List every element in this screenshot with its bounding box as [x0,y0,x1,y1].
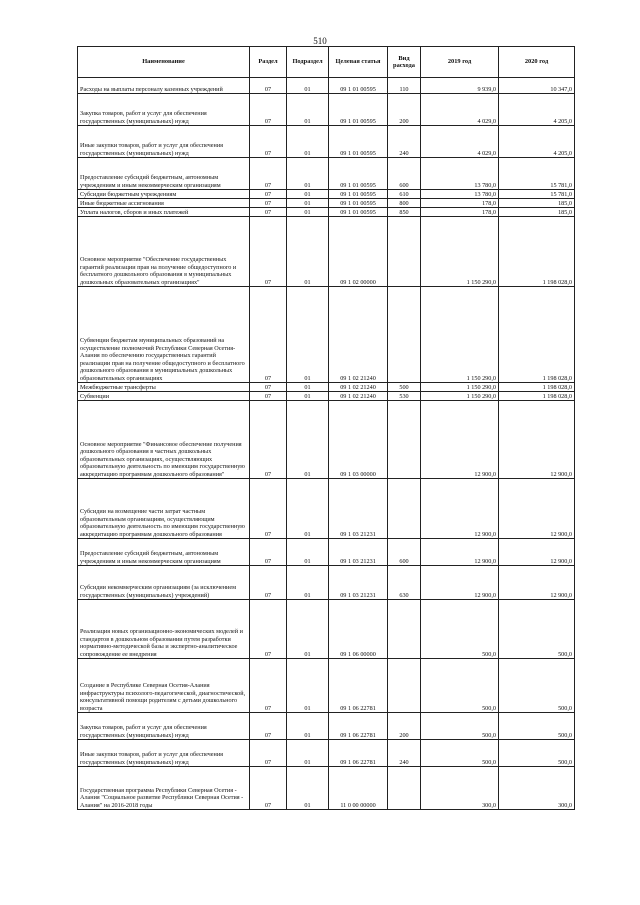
row-2020: 4 205,0 [499,126,575,158]
row-vid: 600 [388,539,421,566]
row-podrazdel: 01 [287,126,329,158]
row-razdel: 07 [250,539,287,566]
row-2020: 1 198 028,0 [499,392,575,401]
row-podrazdel: 01 [287,78,329,94]
row-2020: 500,0 [499,713,575,740]
row-2019: 12 900,0 [421,401,499,479]
table-row [78,126,575,158]
row-vid [388,767,421,810]
row-name: Межбюджетные трансферты [78,383,250,392]
row-name: Субсидии бюджетным учреждениям [78,190,250,199]
row-2019: 500,0 [421,659,499,713]
row-2019: 178,0 [421,199,499,208]
row-razdel: 07 [250,190,287,199]
row-podrazdel: 01 [287,217,329,287]
row-vid [388,600,421,659]
row-statya: 09 1 02 21240 [329,383,388,392]
table-row [78,740,575,767]
row-2020: 10 347,0 [499,78,575,94]
header-vid: Вид расхода [388,47,421,78]
row-name: Расходы на выплаты персоналу казенных учреждений [78,78,250,94]
row-name: Создание в Республике Северная Осетия-Алания инфраструктуры психолого-педагогической, диагностической, консультативной помощи родителям с детьми дошкольного возраста [78,659,250,713]
row-vid: 530 [388,392,421,401]
row-2020: 12 900,0 [499,566,575,600]
row-statya: 09 1 02 00000 [329,217,388,287]
row-statya: 09 1 06 22781 [329,740,388,767]
table-row [78,78,575,94]
table-row [78,190,575,199]
row-razdel: 07 [250,740,287,767]
row-2020: 1 198 028,0 [499,287,575,383]
row-name: Основное мероприятие "Финансовое обеспечение получения дошкольного образования в частных дошкольных образовательных организациях, осуществляющих образовательную деятельность по имеющим государственную аккредитацию программам дошкольного образования" [78,401,250,479]
row-2020: 500,0 [499,659,575,713]
row-2019: 1 150 290,0 [421,383,499,392]
row-statya: 11 0 00 00000 [329,767,388,810]
row-2019: 12 900,0 [421,566,499,600]
row-2020: 300,0 [499,767,575,810]
row-statya: 09 1 03 21231 [329,479,388,539]
row-2020: 185,0 [499,199,575,208]
row-podrazdel: 01 [287,158,329,190]
row-podrazdel: 01 [287,287,329,383]
row-vid: 500 [388,383,421,392]
row-podrazdel: 01 [287,659,329,713]
header-2020: 2020 год [499,47,575,78]
row-razdel: 07 [250,767,287,810]
table-row [78,217,575,287]
table-row [78,600,575,659]
row-razdel: 07 [250,126,287,158]
table-row [78,566,575,600]
row-podrazdel: 01 [287,401,329,479]
header-podrazdel: Подраздел [287,47,329,78]
row-2020: 185,0 [499,208,575,217]
row-razdel: 07 [250,217,287,287]
row-2019: 1 150 290,0 [421,392,499,401]
row-vid: 240 [388,126,421,158]
row-statya: 09 1 06 00000 [329,600,388,659]
row-2019: 1 150 290,0 [421,217,499,287]
table-row [78,208,575,217]
row-statya: 09 1 06 22781 [329,713,388,740]
row-podrazdel: 01 [287,539,329,566]
row-2019: 500,0 [421,740,499,767]
row-2020: 500,0 [499,600,575,659]
row-razdel: 07 [250,199,287,208]
table-header-row [78,47,575,78]
table-row [78,383,575,392]
row-razdel: 07 [250,392,287,401]
table-row [78,287,575,383]
row-razdel: 07 [250,287,287,383]
row-vid [388,287,421,383]
row-razdel: 07 [250,158,287,190]
row-statya: 09 1 03 21231 [329,539,388,566]
row-vid [388,479,421,539]
row-name: Предоставление субсидий бюджетным, автономным учреждениям и иным некоммерческим организациям [78,539,250,566]
row-2019: 12 900,0 [421,479,499,539]
row-vid: 600 [388,158,421,190]
row-name: Субвенции бюджетам муниципальных образований на осуществление полномочий Республики Северная Осетия-Алания по обеспечению государственных гарантий реализации прав на получение общедоступного и бесплатного дошкольного образования в муниципальных дошкольных образовательных организациях [78,287,250,383]
header-2019: 2019 год [421,47,499,78]
row-vid: 200 [388,94,421,126]
row-name: Иные бюджетные ассигнования [78,199,250,208]
row-name: Уплата налогов, сборов и иных платежей [78,208,250,217]
row-vid: 110 [388,78,421,94]
row-name: Субсидии некоммерческим организациям (за исключением государственных (муниципальных) учреждений) [78,566,250,600]
row-statya: 09 1 01 00595 [329,199,388,208]
row-name: Закупка товаров, работ и услуг для обеспечения государственных (муниципальных) нужд [78,713,250,740]
table-row [78,767,575,810]
row-2019: 500,0 [421,713,499,740]
row-razdel: 07 [250,401,287,479]
row-razdel: 07 [250,78,287,94]
row-2020: 15 781,0 [499,190,575,199]
table-row [78,659,575,713]
table-row [78,199,575,208]
table-row [78,392,575,401]
row-statya: 09 1 01 00595 [329,78,388,94]
row-vid: 200 [388,713,421,740]
row-podrazdel: 01 [287,767,329,810]
row-statya: 09 1 03 00000 [329,401,388,479]
row-name: Субсидии на возмещение части затрат частным образовательным организациям, осуществляющим образовательную деятельность по имеющим государственную аккредитацию программам дошкольного образования [78,479,250,539]
row-2019: 500,0 [421,600,499,659]
row-vid: 850 [388,208,421,217]
row-podrazdel: 01 [287,566,329,600]
budget-table [77,46,575,810]
row-vid [388,217,421,287]
row-razdel: 07 [250,479,287,539]
row-vid: 630 [388,566,421,600]
row-statya: 09 1 01 00595 [329,158,388,190]
row-2019: 13 780,0 [421,158,499,190]
row-name: Реализация новых организационно-экономических моделей и стандартов в дошкольном образовании путем разработки нормативно-методической базы и экспертно-аналитическое сопровождение ее внедрения [78,600,250,659]
row-2020: 12 900,0 [499,479,575,539]
row-name: Основное мероприятие "Обеспечение государственных гарантий реализации прав на получение общедоступного и бесплатного дошкольного образования в муниципальных дошкольных образовательных организациях" [78,217,250,287]
row-2020: 4 205,0 [499,94,575,126]
row-razdel: 07 [250,713,287,740]
row-razdel: 07 [250,94,287,126]
row-razdel: 07 [250,600,287,659]
header-statya: Целевая статья [329,47,388,78]
row-name: Государственная программа Республики Северная Осетия - Алания "Социальное развитие Республики Северная Осетия - Алания" на 2016-2018 годы [78,767,250,810]
table-row [78,158,575,190]
row-2020: 1 198 028,0 [499,383,575,392]
row-podrazdel: 01 [287,199,329,208]
row-podrazdel: 01 [287,392,329,401]
table-row [78,539,575,566]
row-vid: 800 [388,199,421,208]
row-name: Закупка товаров, работ и услуг для обеспечения государственных (муниципальных) нужд [78,94,250,126]
row-razdel: 07 [250,566,287,600]
row-2019: 300,0 [421,767,499,810]
row-name: Иные закупки товаров, работ и услуг для обеспечения государственных (муниципальных) нужд [78,126,250,158]
row-2019: 4 029,0 [421,94,499,126]
row-name: Иные закупки товаров, работ и услуг для обеспечения государственных (муниципальных) нужд [78,740,250,767]
row-razdel: 07 [250,383,287,392]
table-row [78,713,575,740]
row-2019: 178,0 [421,208,499,217]
row-razdel: 07 [250,208,287,217]
table-row [78,479,575,539]
row-statya: 09 1 06 22781 [329,659,388,713]
row-statya: 09 1 01 00595 [329,126,388,158]
row-vid: 610 [388,190,421,199]
row-razdel: 07 [250,659,287,713]
row-podrazdel: 01 [287,600,329,659]
row-2020: 500,0 [499,740,575,767]
row-statya: 09 1 01 00595 [329,208,388,217]
row-2020: 12 900,0 [499,401,575,479]
row-name: Субвенции [78,392,250,401]
row-statya: 09 1 02 21240 [329,287,388,383]
row-podrazdel: 01 [287,479,329,539]
row-2019: 1 150 290,0 [421,287,499,383]
row-2020: 1 198 028,0 [499,217,575,287]
row-podrazdel: 01 [287,383,329,392]
row-2019: 4 029,0 [421,126,499,158]
row-podrazdel: 01 [287,208,329,217]
row-podrazdel: 01 [287,713,329,740]
row-vid [388,401,421,479]
row-2019: 13 780,0 [421,190,499,199]
row-statya: 09 1 01 00595 [329,190,388,199]
row-2020: 12 900,0 [499,539,575,566]
table-row [78,94,575,126]
row-2020: 15 781,0 [499,158,575,190]
row-podrazdel: 01 [287,94,329,126]
header-name: Наименование [78,47,250,78]
row-podrazdel: 01 [287,740,329,767]
row-name: Предоставление субсидий бюджетным, автономным учреждениям и иным некоммерческим организациям [78,158,250,190]
row-2019: 9 939,0 [421,78,499,94]
table-row [78,401,575,479]
row-statya: 09 1 02 21240 [329,392,388,401]
row-statya: 09 1 01 00595 [329,94,388,126]
row-vid: 240 [388,740,421,767]
row-2019: 12 900,0 [421,539,499,566]
row-statya: 09 1 03 21231 [329,566,388,600]
page-number: 510 [313,36,327,46]
row-podrazdel: 01 [287,190,329,199]
header-razdel: Раздел [250,47,287,78]
row-vid [388,659,421,713]
